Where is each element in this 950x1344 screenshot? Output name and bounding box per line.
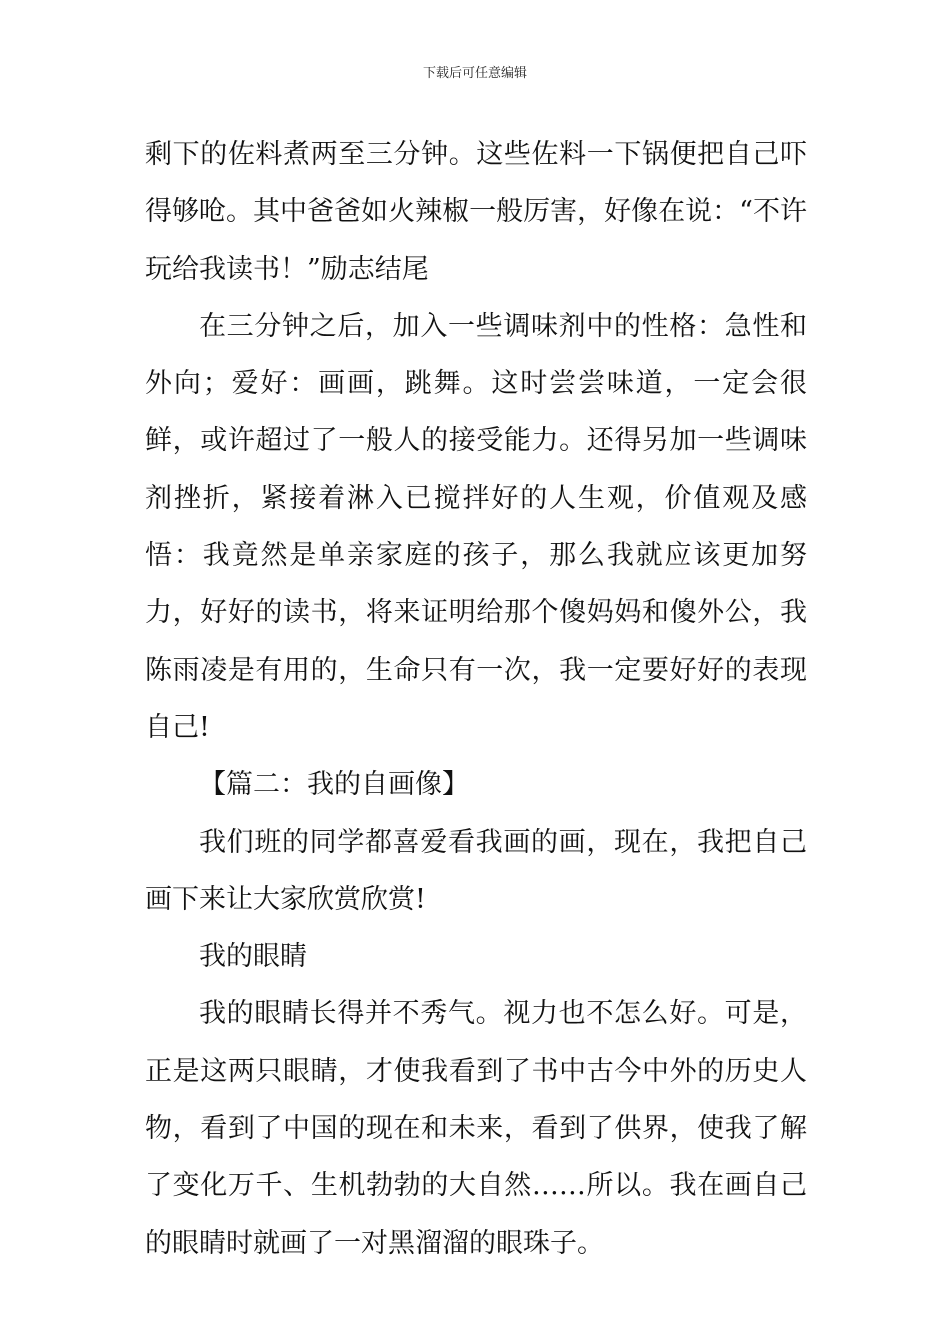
paragraph-continuation: 剩下的佐料煮两至三分钟。这些佐料一下锅便把自己吓得够呛。其中爸爸如火辣椒一般厉害，好像在说：“不许玩给我读书！”励志结尾 bbox=[145, 139, 807, 285]
paragraph-intro: 我们班的同学都喜爱看我画的画，现在，我把自己画下来让大家欣赏欣赏! bbox=[145, 826, 807, 915]
section-heading: 【篇二：我的自画像】 bbox=[199, 769, 469, 801]
paragraph-seasoning: 在三分钟之后，加入一些调味剂中的性格：急性和外向；爱好：画画，跳舞。这时尝尝味道，一定会很鲜，或许超过了一般人的接受能力。还得另加一些调味剂挫折，紧接着淋入已搅拌好的人生观，价值观及感悟：我竟然是单亲家庭的孩子，那么我就应该更加努力，好好的读书，将来证明给那个傻妈妈和傻外公，我陈雨凌是有用的，生命只有一次，我一定要好好的表现自己! bbox=[145, 310, 807, 743]
paragraph-eyes: 我的眼睛长得并不秀气。视力也不怎么好。可是，正是这两只眼睛，才使我看到了书中古今中外的历史人物，看到了中国的现在和未来，看到了供界，使我了解了变化万千、生机勃勃的大自然……所以。我在画自己的眼睛时就画了一对黑溜溜的眼珠子。 bbox=[145, 998, 807, 1259]
document-body bbox=[145, 126, 807, 1272]
header-note: 下载后可任意编辑 bbox=[422, 66, 527, 81]
subheading-eyes: 我的眼睛 bbox=[199, 941, 307, 973]
